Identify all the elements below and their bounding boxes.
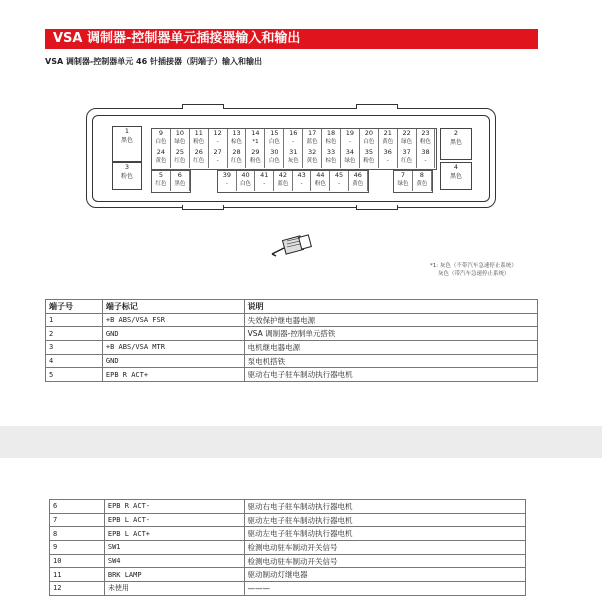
pin-40: 40 白色 [237, 171, 256, 191]
table-row [50, 527, 526, 541]
table-header-row [46, 300, 538, 314]
pin-19: 19 - [341, 129, 360, 149]
pin-5: 5 红色 [152, 171, 171, 191]
terminal-no-cell: 10 [50, 554, 105, 568]
pin-15: 15 白色 [265, 129, 284, 149]
pin-3: 3 粉色 [112, 162, 142, 190]
pin-7: 7 绿色 [394, 171, 413, 191]
terminal-no-cell: 5 [46, 368, 103, 382]
description-cell: 驱动左电子驻车制动执行器电机 [244, 513, 525, 527]
pin-17: 17 蓝色 [303, 129, 322, 149]
table-row [50, 568, 526, 582]
pin-1: 1 黑色 [112, 126, 142, 162]
pin-42: 42 蓝色 [274, 171, 293, 191]
pin-27: 27 - [209, 148, 228, 168]
table-row [46, 341, 538, 355]
terminal-mark-cell: EPB R ACT+ [102, 368, 244, 382]
pin-23: 23 粉色 [417, 129, 436, 149]
col-header-terminal-mark: 端子标记 [102, 300, 244, 314]
section-subtitle: VSA 调制器-控制器单元 46 针插接器（阴端子）输入和输出 [45, 57, 262, 66]
description-cell: VSA 调制器-控制单元搭铁 [244, 327, 537, 341]
pin-35: 35 粉色 [360, 148, 379, 168]
terminal-mark-cell: BRK LAMP [104, 568, 244, 582]
pin-11: 11 粉色 [190, 129, 209, 149]
terminal-mark-cell: +B ABS/VSA MTR [102, 341, 244, 355]
terminal-no-cell: 4 [46, 354, 103, 368]
description-cell: 检测电动驻车制动开关信号 [244, 541, 525, 555]
table-row [46, 354, 538, 368]
terminal-mark-cell: SW4 [104, 554, 244, 568]
pin-43: 43 - [293, 171, 312, 191]
terminal-mark-cell: GND [102, 354, 244, 368]
plug-connector-icon [270, 232, 316, 258]
pin-6: 6 黑色 [171, 171, 190, 191]
table-row [50, 554, 526, 568]
pin-8: 8 黄色 [413, 171, 432, 191]
description-cell: 驱动左电子驻车制动执行器电机 [244, 527, 525, 541]
pin-41: 41 - [255, 171, 274, 191]
col-header-description: 说明 [244, 300, 537, 314]
terminal-mark-cell: 未使用 [104, 582, 244, 596]
pin-2: 2 黑色 [440, 128, 472, 160]
pin-13: 13 棕色 [228, 129, 247, 149]
description-cell: 泵电机搭铁 [244, 354, 537, 368]
pin-29: 29 粉色 [247, 148, 266, 168]
description-cell: 驱动右电子驻车制动执行器电机 [244, 368, 537, 382]
document-page-2 [0, 458, 602, 606]
pin-39: 39 - [218, 171, 237, 191]
pin-44: 44 粉色 [312, 171, 331, 191]
pin-30: 30 白色 [265, 148, 284, 168]
terminal-mark-cell: EPB R ACT- [104, 500, 244, 514]
title-banner [45, 29, 538, 49]
connector-top-tab [182, 104, 224, 109]
pin-38: 38 - [417, 148, 436, 168]
pin-12: 12 - [209, 129, 228, 149]
description-cell: 检测电动驻车制动开关信号 [244, 554, 525, 568]
table-row [50, 582, 526, 596]
pin-21: 21 黄色 [379, 129, 398, 149]
page-title: VSA 调制器-控制器单元插接器输入和输出 [53, 31, 301, 46]
pin-37: 37 红色 [398, 148, 417, 168]
table-row [46, 313, 538, 327]
description-cell: 失效保护继电器电源 [244, 313, 537, 327]
terminal-no-cell: 6 [50, 500, 105, 514]
page-gap [0, 426, 602, 458]
terminal-mark-cell: +B ABS/VSA FSR [102, 313, 244, 327]
terminal-no-cell: 11 [50, 568, 105, 582]
terminal-no-cell: 1 [46, 313, 103, 327]
pin-10: 10 绿色 [171, 129, 190, 149]
description-cell: 驱动制动灯继电器 [244, 568, 525, 582]
pin-14: 14 *1 [247, 129, 266, 149]
terminal-mark-cell: EPB L ACT- [104, 513, 244, 527]
pin-9: 9 白色 [152, 129, 171, 149]
terminal-table [45, 299, 538, 382]
wire-color-note: *1: 灰色（不带汽车急速停止系统） 灰色（带汽车急速停止系统） [430, 263, 517, 277]
pin-28: 28 红色 [228, 148, 247, 168]
pin-4: 4 黑色 [440, 162, 472, 190]
terminal-no-cell: 12 [50, 582, 105, 596]
terminal-no-cell: 9 [50, 541, 105, 555]
connector-top-tab [356, 104, 398, 109]
pin-46: 46 黄色 [349, 171, 368, 191]
connector-bottom-tab [182, 205, 224, 210]
terminal-no-cell: 3 [46, 341, 103, 355]
table-row [50, 500, 526, 514]
terminal-no-cell: 8 [50, 527, 105, 541]
pin-33: 33 棕色 [322, 148, 341, 168]
pin-45: 45 - [330, 171, 349, 191]
terminal-mark-cell: EPB L ACT+ [104, 527, 244, 541]
table-row [50, 541, 526, 555]
terminal-mark-cell: SW1 [104, 541, 244, 555]
pin-31: 31 灰色 [284, 148, 303, 168]
pin-16: 16 - [284, 129, 303, 149]
pin-20: 20 白色 [360, 129, 379, 149]
description-cell: 电机继电器电源 [244, 341, 537, 355]
table-row [50, 513, 526, 527]
terminal-no-cell: 7 [50, 513, 105, 527]
terminal-table-continued [49, 499, 526, 596]
terminal-no-cell: 2 [46, 327, 103, 341]
table-row [46, 368, 538, 382]
description-cell: ——— [244, 582, 525, 596]
pin-24: 24 黄色 [152, 148, 171, 168]
terminal-mark-cell: GND [102, 327, 244, 341]
pin-18: 18 棕色 [322, 129, 341, 149]
col-header-terminal-no: 端子号 [46, 300, 103, 314]
pin-22: 22 绿色 [398, 129, 417, 149]
pin-34: 34 绿色 [341, 148, 360, 168]
description-cell: 驱动右电子驻车制动执行器电机 [244, 500, 525, 514]
pin-26: 26 红色 [190, 148, 209, 168]
table-row [46, 327, 538, 341]
pin-25: 25 红色 [171, 148, 190, 168]
connector-bottom-tab [356, 205, 398, 210]
pin-32: 32 黄色 [303, 148, 322, 168]
pin-36: 36 - [379, 148, 398, 168]
